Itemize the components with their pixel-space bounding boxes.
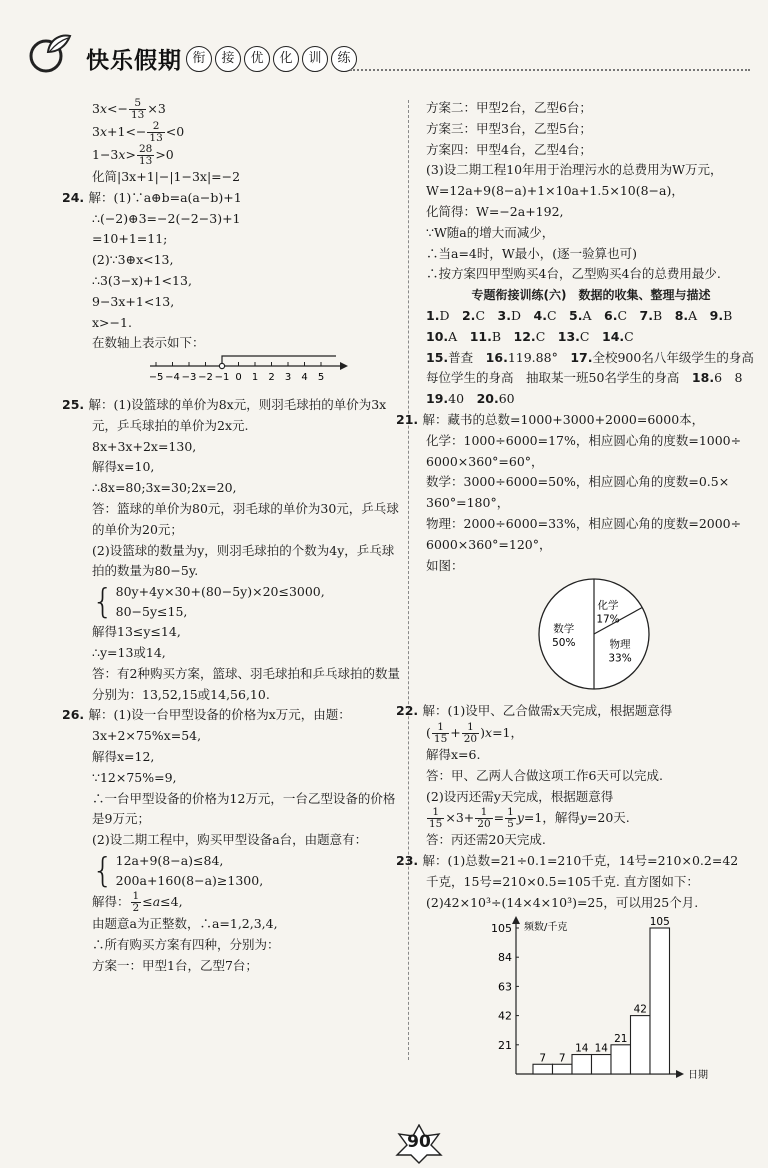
formula-text: 每位学生的身高 抽取某一班50名学生的身高 18.6 8 bbox=[426, 370, 743, 386]
line-text: 解：(1)设一台甲型设备的价格为x万元，由题： bbox=[88, 707, 351, 723]
formula-text: 1.D 2.C 3.D 4.C 5.A 6.C 7.B 8.A 9.B bbox=[426, 307, 733, 323]
histogram-bar bbox=[572, 1054, 592, 1073]
leaf-logo-icon bbox=[26, 30, 72, 74]
text-line bbox=[426, 223, 756, 244]
line-text: 化简|3x+1|−|1−3x|=−2 bbox=[92, 169, 241, 184]
pie-slice-label: 物理 bbox=[609, 638, 631, 651]
line-text: ∴y=13或14, bbox=[92, 644, 166, 660]
text-line bbox=[92, 250, 390, 271]
pie-slice-percent: 33% bbox=[608, 652, 632, 665]
text-line bbox=[396, 410, 756, 431]
arrow-icon bbox=[512, 916, 520, 924]
text-line bbox=[396, 851, 756, 872]
text-line bbox=[396, 701, 756, 722]
text-line bbox=[426, 722, 756, 745]
line-text: =10+1=11; bbox=[92, 231, 168, 247]
tick-label: −2 bbox=[198, 372, 213, 384]
histogram-bar bbox=[592, 1054, 612, 1073]
text-line bbox=[92, 747, 390, 768]
x-axis-label: 日期 bbox=[688, 1069, 708, 1081]
text-line bbox=[92, 333, 390, 354]
histogram-bar bbox=[631, 1015, 651, 1073]
line-text: 千克，15号=210×0.5=105千克. 直方图如下： bbox=[426, 873, 699, 889]
line-text: ∵W随a的增大而减少， bbox=[426, 224, 555, 240]
bar-value-label: 21 bbox=[614, 1032, 628, 1045]
line-text: 的单价为20元； bbox=[92, 521, 183, 537]
line-text: 数学：3000÷6000=50%，相应圆心角的度数=0.5× bbox=[426, 474, 730, 490]
section-title: 专题衔接训练(六) 数据的收集、整理与描述 bbox=[471, 288, 711, 303]
line-text: 由题意a为正整数，∴a=1,2,3,4, bbox=[92, 915, 278, 931]
question-number: 22. bbox=[396, 703, 423, 719]
line-text: ∴8x=80;3x=30;2x=20, bbox=[92, 480, 237, 496]
line-text: 在数轴上表示如下： bbox=[92, 335, 205, 351]
line-text: 化学：1000÷6000=17%，相应圆心角的度数=1000÷ bbox=[426, 432, 742, 448]
line-text: ∴3(3−x)+1<13, bbox=[92, 272, 192, 288]
text-line bbox=[426, 493, 756, 514]
bar-value-label: 7 bbox=[539, 1051, 547, 1064]
text-line bbox=[92, 956, 390, 977]
formula-text: (2)42×10³÷(14×4×10³)=25，可以用25个月. bbox=[426, 894, 699, 910]
line-text: 解：(1)总数=21÷0.1=210千克，14号=210×0.2=42 bbox=[422, 853, 739, 869]
formula-text: 解得： $\frac{1}{2}$ ≤a≤4, bbox=[92, 889, 183, 914]
system-equation: 80y+4y×30+(80−5y)×20≤3000, bbox=[115, 584, 325, 600]
text-line bbox=[426, 893, 756, 914]
pie-chart bbox=[426, 576, 756, 694]
text-line bbox=[426, 872, 756, 893]
header-tag: 衔 bbox=[186, 46, 212, 72]
tick-label: −5 bbox=[150, 372, 164, 384]
line-text: (2)设篮球的数量为y，则羽毛球拍的个数为4y，乒乓球 bbox=[92, 542, 395, 558]
text-line bbox=[92, 851, 390, 891]
text-line bbox=[426, 807, 756, 830]
text-line bbox=[92, 167, 390, 188]
system-equation: 200a+160(8−a)≥1300, bbox=[115, 872, 264, 888]
line-text: (2)设丙还需y天完成，根据题意得 bbox=[426, 788, 614, 804]
text-line bbox=[62, 705, 390, 726]
text-line bbox=[426, 119, 756, 140]
text-line bbox=[92, 541, 395, 562]
text-line bbox=[92, 478, 390, 499]
page-number-badge bbox=[394, 1124, 444, 1164]
histogram-figure bbox=[426, 914, 756, 1101]
text-line bbox=[62, 395, 390, 416]
text-line bbox=[426, 389, 756, 410]
line-text: 答：甲、乙两人合做这项工作6天可以完成. bbox=[426, 767, 663, 783]
text-line bbox=[92, 520, 390, 541]
histogram-bar bbox=[611, 1044, 631, 1073]
text-line bbox=[92, 121, 390, 144]
y-axis-label: 频数/千克 bbox=[524, 921, 568, 933]
left-column bbox=[62, 97, 400, 976]
text-line bbox=[426, 244, 756, 265]
brace-icon: { bbox=[92, 850, 114, 891]
tick-label: −3 bbox=[181, 372, 197, 384]
question-number: 21. bbox=[396, 411, 423, 427]
question-number: 24. bbox=[62, 189, 89, 205]
formula-text: 3x<− $\frac{5}{13}$ ×3 bbox=[92, 97, 166, 121]
arrow-icon bbox=[676, 1070, 684, 1078]
histogram-chart bbox=[426, 914, 756, 1094]
text-line bbox=[92, 457, 390, 478]
line-text: 9−3x+1<13, bbox=[92, 293, 175, 309]
pie-figure bbox=[426, 576, 756, 701]
number-line bbox=[150, 354, 350, 388]
formula-text: $\frac{1}{15}$ ×3+ $\frac{1}{20}$ = $\frac{1}{5}$ y=1，解得y=20天. bbox=[429, 806, 630, 831]
line-text: 解得x=6. bbox=[426, 746, 481, 762]
tick-label: 4 bbox=[301, 372, 308, 384]
text-line bbox=[92, 98, 390, 121]
column-divider bbox=[408, 100, 409, 1060]
bar-value-label: 105 bbox=[649, 915, 670, 928]
bar-value-label: 7 bbox=[558, 1051, 566, 1064]
text-line bbox=[426, 535, 756, 556]
text-line bbox=[426, 327, 756, 348]
tick-label: 1 bbox=[251, 372, 259, 384]
system-equation: 80−5y≤15, bbox=[115, 604, 188, 620]
header-tag: 优 bbox=[244, 46, 270, 72]
y-tick-label: 21 bbox=[498, 1038, 512, 1052]
formula-text: 19.40 20.60 bbox=[426, 391, 515, 407]
bar-value-label: 14 bbox=[575, 1042, 589, 1055]
line-text: 6000×360°=60°， bbox=[426, 453, 544, 469]
tick-label: 2 bbox=[268, 372, 275, 384]
text-line bbox=[426, 514, 756, 535]
tick-label: 5 bbox=[317, 372, 325, 384]
text-line bbox=[426, 431, 756, 452]
text-line bbox=[426, 181, 756, 202]
text-line bbox=[92, 229, 390, 250]
text-line bbox=[426, 368, 756, 389]
line-text: ∴一台甲型设备的价格为12万元，一台乙型设备的价格 bbox=[92, 790, 396, 806]
text-line bbox=[92, 643, 390, 664]
bar-value-label: 42 bbox=[633, 1003, 647, 1016]
text-line bbox=[92, 292, 390, 313]
line-text: 解：(1)∵a⊕b=a(a−b)+1 bbox=[88, 189, 242, 205]
line-text: 解得x=10, bbox=[92, 459, 155, 475]
text-line bbox=[92, 499, 399, 520]
histogram-bar bbox=[650, 928, 670, 1074]
text-line bbox=[92, 582, 390, 622]
text-line bbox=[92, 726, 390, 747]
line-text: ∴当a=4时，W最小，(逐一验算也可) bbox=[426, 245, 637, 261]
line-text: 方案三：甲型3台，乙型5台； bbox=[426, 120, 592, 136]
text-line bbox=[92, 789, 396, 810]
line-text: 物理：2000÷6000=33%，相应圆心角的度数=2000÷ bbox=[426, 515, 742, 531]
line-text: 如图： bbox=[426, 557, 464, 573]
tick-label: −1 bbox=[214, 372, 230, 384]
line-text: ∴所有购买方案有四种，分别为： bbox=[92, 936, 280, 952]
line-text: 元，乒乓球拍的单价为2x元. bbox=[92, 417, 249, 433]
header-tag: 训 bbox=[302, 46, 328, 72]
number-line-figure bbox=[92, 354, 390, 395]
bar-value-label: 14 bbox=[594, 1042, 608, 1055]
line-text: 解：藏书的总数=1000+3000+2000=6000本， bbox=[422, 411, 705, 427]
y-tick-label: 63 bbox=[498, 979, 512, 993]
text-line bbox=[92, 914, 390, 935]
text-line bbox=[426, 348, 756, 369]
line-text: (2)∵3⊕x<13, bbox=[92, 252, 174, 268]
formula-text: 10.A 11.B 12.C 13.C 14.C bbox=[426, 328, 634, 344]
formula-text: 3x+1<− $\frac{2}{13}$ <0 bbox=[92, 120, 185, 144]
text-line bbox=[426, 202, 756, 223]
histogram-bar bbox=[533, 1064, 553, 1074]
line-text: 解：(1)设篮球的单价为8x元，则羽毛球拍的单价为3x bbox=[88, 396, 387, 412]
text-line bbox=[92, 437, 390, 458]
line-text: 解得x=12, bbox=[92, 748, 155, 764]
line-text: 方案一：甲型1台，乙型7台； bbox=[92, 957, 258, 973]
line-text: 360°=180°， bbox=[426, 495, 510, 511]
header-tags bbox=[186, 46, 357, 72]
header-tag: 接 bbox=[215, 46, 241, 72]
question-number: 23. bbox=[396, 853, 423, 869]
line-text: W=12a+9(8−a)+1×10a+1.5×10(8−a)， bbox=[426, 183, 684, 199]
arrow-icon bbox=[340, 362, 348, 370]
line-text: 3x+2×75%x=54, bbox=[92, 728, 202, 744]
text-line bbox=[426, 472, 756, 493]
solution-ray bbox=[222, 356, 336, 366]
text-line bbox=[92, 768, 390, 789]
text-line bbox=[426, 745, 756, 766]
text-line bbox=[92, 209, 390, 230]
text-line bbox=[426, 98, 756, 119]
question-number: 26. bbox=[62, 707, 89, 723]
text-line bbox=[92, 144, 390, 167]
brace-icon: { bbox=[92, 582, 114, 623]
formula-text: ( $\frac{1}{15}$ + $\frac{1}{20}$ )x=1， bbox=[426, 720, 524, 745]
line-text: 答：篮球的单价为80元，羽毛球的单价为30元，乒乓球 bbox=[92, 500, 399, 516]
text-line bbox=[92, 685, 390, 706]
histogram-bar bbox=[553, 1064, 573, 1074]
text-line bbox=[426, 264, 756, 285]
tick-label: 3 bbox=[284, 372, 292, 384]
text-line bbox=[92, 891, 390, 914]
line-text: x>−1. bbox=[92, 314, 132, 330]
text-line bbox=[426, 452, 756, 473]
page-header bbox=[0, 0, 768, 84]
formula-text: 1−3x> $\frac{28}{13}$ >0 bbox=[92, 143, 174, 167]
header-tag: 练 bbox=[331, 46, 357, 72]
line-text: 解：(1)设甲、乙合做需x天完成，根据题意得 bbox=[422, 703, 673, 719]
question-number: 25. bbox=[62, 396, 89, 412]
line-text: ∵12×75%=9, bbox=[92, 769, 177, 785]
text-line bbox=[92, 561, 390, 582]
line-text: 拍的数量为80−5y. bbox=[92, 563, 199, 579]
y-tick-label: 42 bbox=[498, 1009, 512, 1023]
text-line bbox=[426, 787, 756, 808]
formula-text: 15.普查 16.119.88° 17.全校900名八年级学生的身高 bbox=[426, 349, 754, 365]
tick-label: −4 bbox=[165, 372, 180, 384]
text-line bbox=[92, 809, 390, 830]
line-text: (2)设二期工程中，购买甲型设备a台，由题意有： bbox=[92, 832, 368, 848]
text-line bbox=[426, 766, 756, 787]
tick-label: 0 bbox=[235, 372, 242, 384]
y-tick-label: 105 bbox=[491, 921, 512, 935]
header-rule bbox=[350, 69, 750, 71]
text-line bbox=[426, 140, 756, 161]
page-number: 90 bbox=[407, 1132, 431, 1152]
text-line bbox=[426, 830, 756, 851]
text-line bbox=[92, 830, 390, 851]
pie-slice-label: 化学 bbox=[597, 599, 619, 612]
text-line bbox=[92, 271, 390, 292]
pie-slice-label: 数学 bbox=[553, 623, 575, 636]
line-text: 答：丙还需20天完成. bbox=[426, 832, 546, 848]
line-text: 化简得：W=−2a+192, bbox=[426, 203, 564, 219]
pie-slice-percent: 50% bbox=[552, 637, 576, 650]
header-tag: 化 bbox=[273, 46, 299, 72]
text-line bbox=[92, 622, 390, 643]
text-line bbox=[426, 160, 756, 181]
line-text: 分别为：13,52,15或14,56,10. bbox=[92, 686, 270, 702]
text-line bbox=[92, 664, 400, 685]
line-text: 是9万元； bbox=[92, 811, 150, 827]
line-text: 方案二：甲型2台，乙型6台； bbox=[426, 100, 592, 115]
line-text: 8x+3x+2x=130, bbox=[92, 438, 197, 454]
line-text: ∴按方案四甲型购买4台，乙型购买4台的总费用最少. bbox=[426, 266, 721, 282]
system-equation: 12a+9(8−a)≤84, bbox=[115, 852, 224, 868]
line-text: 6000×360°=120°， bbox=[426, 536, 552, 552]
line-text: 方案四：甲型4台，乙型4台； bbox=[426, 141, 592, 157]
text-line bbox=[426, 306, 756, 327]
pie-slice-percent: 17% bbox=[596, 613, 620, 626]
line-text: 解得13≤y≤14, bbox=[92, 624, 181, 640]
y-tick-label: 84 bbox=[498, 950, 512, 964]
right-column bbox=[396, 98, 756, 1100]
open-point bbox=[219, 364, 224, 369]
line-text: 答：有2种购买方案，篮球、羽毛球拍和乒乓球拍的数量 bbox=[92, 665, 400, 681]
line-text: (3)设二期工程10年用于治理污水的总费用为W万元， bbox=[426, 162, 723, 178]
text-line bbox=[92, 313, 390, 334]
text-line bbox=[92, 935, 390, 956]
text-line bbox=[92, 416, 390, 437]
text-line bbox=[62, 188, 390, 209]
brand-title: 快乐假期 bbox=[86, 48, 182, 74]
line-text: ∴(−2)⊕3=−2(−2−3)+1 bbox=[92, 210, 241, 226]
text-line bbox=[426, 556, 756, 577]
